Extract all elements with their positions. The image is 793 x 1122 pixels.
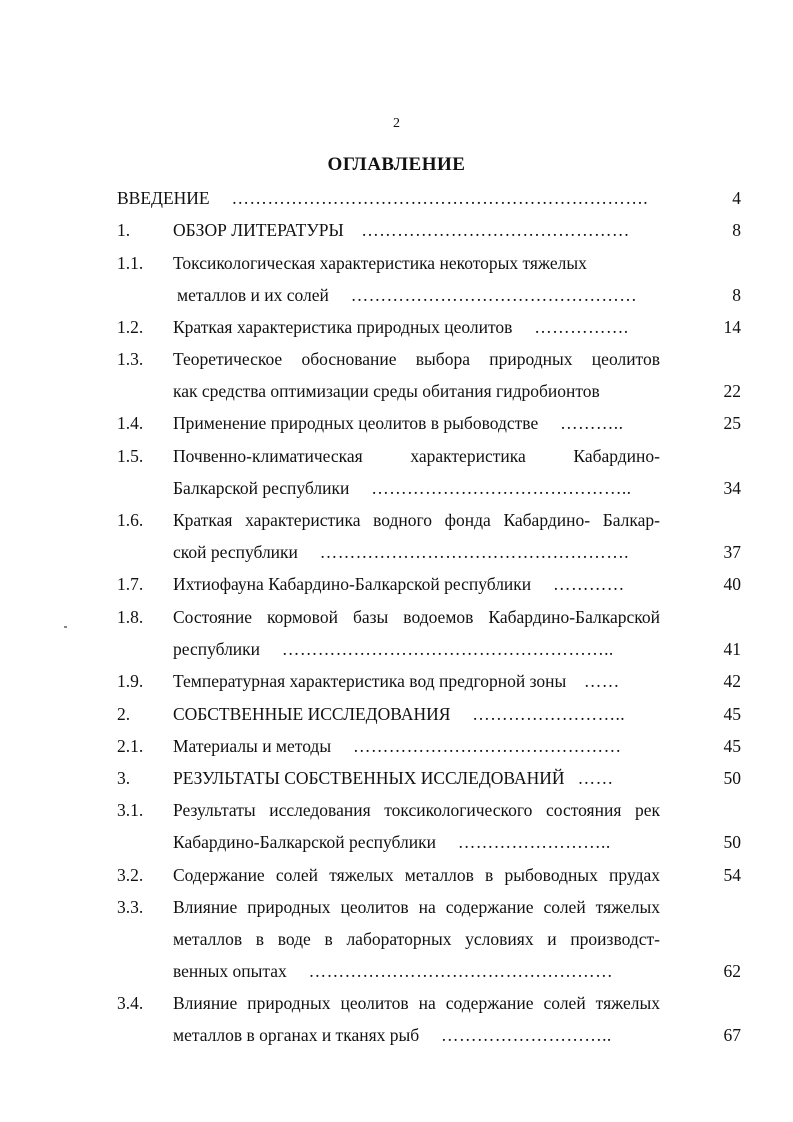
- toc-line: [0, 668, 793, 694]
- toc-text: металлов в воде в лабораторных условиях и производст-: [173, 929, 660, 949]
- toc-text: ской республики …………………………………………….: [173, 542, 629, 562]
- toc-text: Почвенно-климатическая характеристика Кабардино-: [173, 446, 660, 466]
- toc-line: [0, 250, 793, 276]
- toc-num: 1.9.: [117, 671, 144, 691]
- toc-text: Токсикологическая характеристика некоторых тяжелых: [173, 253, 587, 273]
- toc-text: венных опытах ……………………………………………: [173, 961, 613, 981]
- toc-text: СОБСТВЕННЫЕ ИССЛЕДОВАНИЯ ……………………..: [173, 704, 626, 724]
- toc-page: 22: [723, 381, 741, 401]
- toc-line: [0, 1022, 793, 1048]
- toc-page: 34: [723, 478, 741, 498]
- toc-text: Состояние кормовой базы водоемов Кабардино-Балкарской: [173, 607, 660, 627]
- toc-line: [0, 378, 793, 404]
- toc-num: 2.1.: [117, 736, 144, 756]
- toc-text: Теоретическое обоснование выбора природных цеолитов: [173, 349, 660, 369]
- toc-page: 62: [723, 961, 741, 981]
- toc-text: Результаты исследования токсикологического состояния рек: [173, 800, 660, 820]
- toc-line: [0, 346, 793, 372]
- scan-speck: [64, 626, 67, 628]
- toc-num: 1.1.: [117, 253, 144, 273]
- toc-num: 1.7.: [117, 574, 144, 594]
- toc-line: [0, 701, 793, 727]
- toc-text: Кабардино-Балкарской республики ……………………..: [173, 832, 611, 852]
- toc-line: [0, 926, 793, 952]
- toc-page: 8: [732, 220, 741, 240]
- toc-num: 3.4.: [117, 993, 144, 1013]
- toc-line: [0, 829, 793, 855]
- toc-page: 4: [732, 188, 741, 208]
- toc-num: 3.2.: [117, 865, 144, 885]
- toc-num: 3.: [117, 768, 131, 788]
- toc-line: [0, 443, 793, 469]
- toc-text: Материалы и методы ………………………………………: [173, 736, 622, 756]
- toc-page: 54: [723, 865, 741, 885]
- toc-line: [0, 958, 793, 984]
- toc-num: 1.6.: [117, 510, 144, 530]
- toc-line: [0, 282, 793, 308]
- toc-line: [0, 797, 793, 823]
- toc-line: [0, 733, 793, 759]
- toc-num: 1.4.: [117, 413, 144, 433]
- toc-line: [0, 604, 793, 630]
- toc-page: 50: [723, 768, 741, 788]
- toc-line: [0, 539, 793, 565]
- toc-page: 37: [723, 542, 741, 562]
- toc-num: 1.5.: [117, 446, 144, 466]
- toc-line: [0, 314, 793, 340]
- toc-page: 42: [723, 671, 741, 691]
- toc-text: ОБЗОР ЛИТЕРАТУРЫ ………………………………………: [173, 220, 630, 240]
- toc-text: Влияние природных цеолитов на содержание солей тяжелых: [173, 897, 660, 917]
- toc-num: 1.8.: [117, 607, 144, 627]
- toc-text: республики ………………………………………………..: [173, 639, 614, 659]
- toc-text: Балкарской республики ……………………………………..: [173, 478, 632, 498]
- toc-text: Краткая характеристика водного фонда Кабардино- Балкар-: [173, 510, 660, 530]
- toc-page: 40: [723, 574, 741, 594]
- toc-line: [0, 990, 793, 1016]
- toc-num: 2.: [117, 704, 131, 724]
- toc-text: Содержание солей тяжелых металлов в рыбоводных прудах: [173, 865, 660, 885]
- toc-page: 45: [723, 704, 741, 724]
- toc-text: Ихтиофауна Кабардино-Балкарской республики …………: [173, 574, 625, 594]
- toc-line: [0, 507, 793, 533]
- toc-text: ВВЕДЕНИЕ …………………………………………………………….: [117, 188, 648, 208]
- toc-text: металлов в органах и тканях рыб ………………………..: [173, 1025, 612, 1045]
- toc-num: 1.: [117, 220, 131, 240]
- toc-line: [0, 571, 793, 597]
- toc-line: [0, 636, 793, 662]
- toc-line: [0, 894, 793, 920]
- toc-text: Краткая характеристика природных цеолитов …………….: [173, 317, 629, 337]
- toc-line: [0, 217, 793, 243]
- page-number: 2: [393, 116, 400, 131]
- toc-text: Применение природных цеолитов в рыбоводстве ………..: [173, 413, 624, 433]
- toc-page: 67: [723, 1025, 741, 1045]
- toc-page: 25: [723, 413, 741, 433]
- toc-page: 8: [732, 285, 741, 305]
- toc-num: 3.1.: [117, 800, 144, 820]
- toc-page: 41: [723, 639, 741, 659]
- toc-text: Влияние природных цеолитов на содержание солей тяжелых: [173, 993, 660, 1013]
- toc-num: 1.2.: [117, 317, 144, 337]
- toc-page: 45: [723, 736, 741, 756]
- toc-line: [0, 765, 793, 791]
- toc-line: [0, 475, 793, 501]
- toc-num: 3.3.: [117, 897, 144, 917]
- toc-text: как средства оптимизации среды обитания гидробионтов: [173, 381, 600, 401]
- toc-line: [0, 862, 793, 888]
- toc-text: Температурная характеристика вод предгорной зоны ……: [173, 671, 620, 691]
- toc-line-intro: [0, 185, 793, 211]
- toc-text: РЕЗУЛЬТАТЫ СОБСТВЕННЫХ ИССЛЕДОВАНИЙ ……: [173, 768, 614, 788]
- toc-page: 14: [723, 317, 741, 337]
- toc-page: 50: [723, 832, 741, 852]
- toc-num: 1.3.: [117, 349, 144, 369]
- toc-line: [0, 410, 793, 436]
- toc-text: металлов и их солей …………………………………………: [177, 285, 638, 305]
- toc-title: ОГЛАВЛЕНИЕ: [327, 154, 466, 175]
